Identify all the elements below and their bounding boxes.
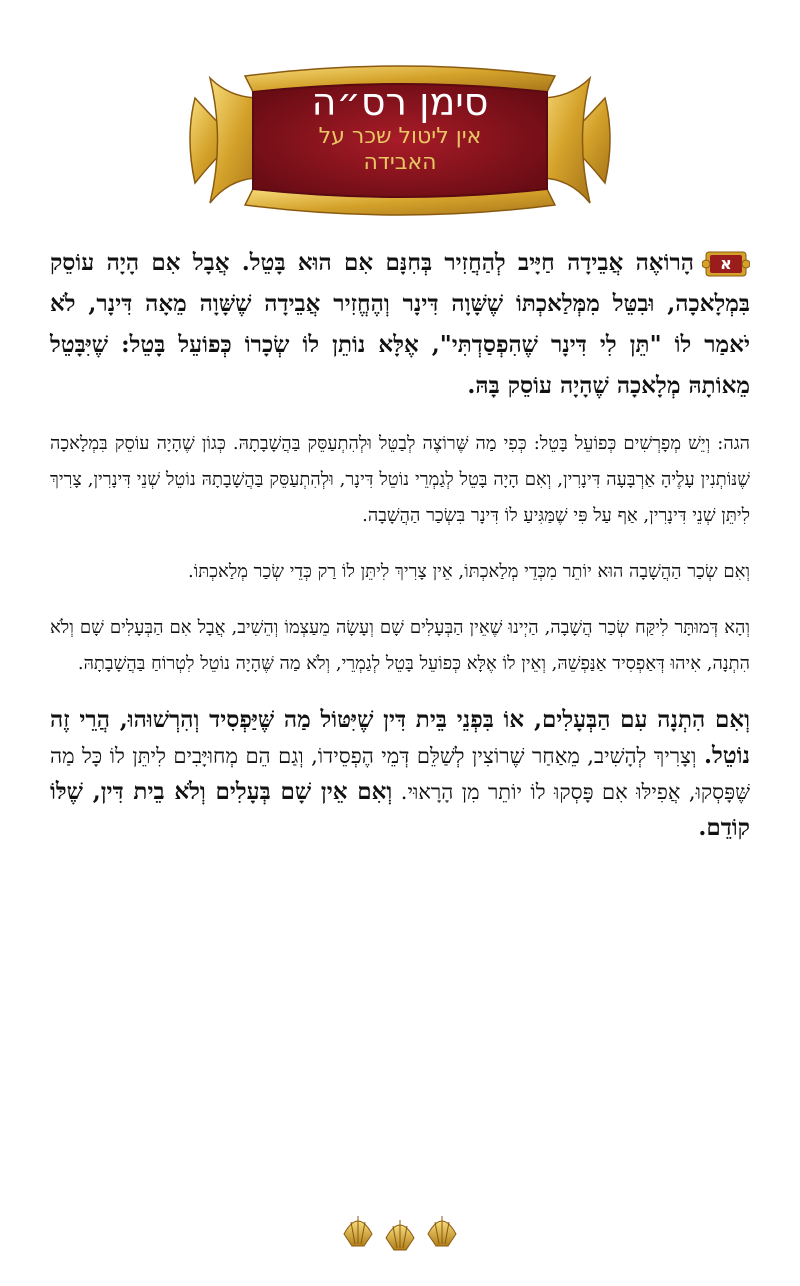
main-paragraph-text: הָרוֹאֶה אֲבֵידָה חַיָּיב לְהַחֲזִיר בְּחִנָּם אִם הוּא בָּטֵל. אֲבָל אִם הָיָה עוֹסֵק בִּמְלָאכָה, וּבִטֵּל מִמְּלַאכְתּוֹ שֶׁשָּׁוָה דִּינָר וְהֶחֱזִיר אֲבֵידָה שֶׁשָּׁוָה מֵאָה דִּינָר, לֹא יֹאמַר לוֹ "תֵּן לִי דִּינָר שֶׁהִפְסַדְתִּי", אֶלָּא נוֹתֵן לוֹ שְׂכָרוֹ כְּפוֹעֵל בָּטֵל: שֶׁיִּבָּטֵל מֵאוֹתָהּ מְלָאכָה שֶׁהָיָה עוֹסֵק בָּהּ.	[50, 249, 750, 399]
gloss-paragraph-3: וְהָא דְּמוּתָּר לִיקַּח שְׂכַר הֲשָׁבָה, הַיְינוּ שֶׁאֵין הַבְּעָלִים שָׁם וְעָשָׂה מֵעַצְמוֹ וְהֵשִׁיב, אֲבָל אִם הַבְּעָלִים שָׁם וְלֹא הִתְנָה, אִיהוּ דְּאַפְסִיד אַנַּפְשֵׁהּ, וְאֵין לוֹ אֶלָּא כְּפוֹעֵל בָּטֵל לְגַמְרֵי, וְלֹא מַה שֶּׁהָיָה נוֹטֵל לִטְרוֹחַ בַּהֲשָׁבָתָהּ.	[50, 617, 750, 674]
final-bold-2: וְאִם אֵין שָׁם בְּעָלִים וְלֹא בֵית דִּין, שֶׁלּוֹ קוֹדֵם.	[50, 778, 750, 841]
shell-ornament-icon	[338, 1212, 462, 1252]
chapter-subtitle-line1: אין ליטול שכר על	[318, 124, 482, 149]
final-bold-1: וְאִם הִתְנָה עִם הַבְּעָלִים, אוֹ בִּפְנֵי בֵּית דִּין שֶׁיִּטּוֹל מַה שֶּׁיַּפְסִיד וְהִרְשׁוּהוּ, הֲרֵי זֶה נוֹטֵל.	[50, 706, 750, 769]
text-body	[50, 242, 750, 846]
chapter-subtitle-line2: האבידה	[363, 150, 437, 175]
shell-ornaments	[338, 1212, 462, 1252]
final-paragraph	[50, 702, 750, 846]
seif-marker	[702, 249, 750, 279]
gloss-paragraph-1: הגה: וְיֵשׁ מְפָרְשִׁים כְּפוֹעֵל בָּטֵל: כְּפִי מַה שֶּׁרוֹצֶה לְבַטֵּל וּלְהִתְעַסֵּק בַּהֲשָׁבָתָהּ. כְּגוֹן שֶׁהָיָה עוֹסֵק בִּמְלָאכָה שֶׁנּוֹתְנִין עָלֶיהָ אַרְבָּעָה דִּינָרִין, וְאִם הָיָה בָּטֵל לְגַמְרֵי נוֹטֵל דִּינָר, וּלְהִתְעַסֵּק בַּהֲשָׁבָתָהּ נוֹטֵל שְׁנֵי דִּינָרִין, צָרִיךְ לִיתֵּן שְׁנֵי דִּינָרִין, אַף עַל פִּי שֶׁמַּגִּיעַ לוֹ דִּינָר בִּשְׂכַר הַהֲשָׁבָה.	[50, 433, 750, 526]
final-plain: וְצָרִיךְ לְהָשִׁיב, מֵאַחַר שֶׁרוֹצִין לְשַׁלֵּם דְּמֵי הֶפְסֵידוֹ, וְגַם הֵם מְחוּיָּבִים לִיתֵּן לוֹ כָּל מַה שֶּׁפָּסְקוּ, אֲפִילּוּ אִם פָּסְקוּ לוֹ יוֹתֵר מִן הָרָאוּי.	[50, 744, 750, 804]
chapter-title: סימן רס״ה	[311, 80, 489, 124]
gloss-paragraph-2: וְאִם שְׂכַר הַהֲשָׁבָה הוּא יוֹתֵר מִכְּדֵי מְלַאכְתּוֹ, אֵין צָרִיךְ לִיתֵּן לוֹ רַק כְּדֵי שְׂכַר מְלַאכְתּוֹ.	[187, 561, 750, 582]
chapter-banner	[185, 58, 615, 223]
seif-letter: א	[720, 254, 732, 273]
main-paragraph	[50, 242, 750, 406]
